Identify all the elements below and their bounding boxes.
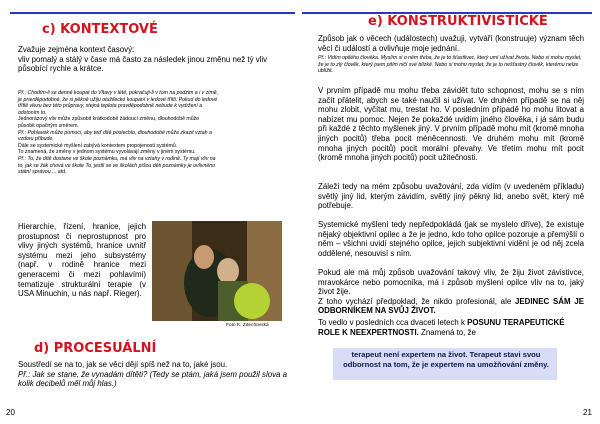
photo-caption: Foto K. Zdechovská	[226, 323, 269, 328]
photo	[152, 221, 282, 321]
heading-c: c) KONTEXTOVÉ	[42, 22, 158, 37]
note-line: státní správou ... atd.	[18, 169, 67, 176]
paragraph-5	[318, 318, 584, 337]
paragraph-3: Systemické myšlení tedy nepředpokládá (jak se myslelo dříve), že existuje nějaký objektivní opilec a že je jedno, kdo toho opilce pozoruje a přemýšlí o něm – všichni uvidí stejného opilce, jejich subjektivní vidění je od něj zcela oddělené, nesouvisí s ním.	[318, 220, 584, 258]
p5-text: To vedlo v posledních cca dvaceti letech k	[318, 318, 465, 327]
photo-illustration	[152, 221, 282, 321]
paragraph-4	[318, 268, 584, 316]
note-line: třítlě vlezu bez této průpravy, stejná teplota pravděpodobně nebude k vydržení a	[18, 103, 203, 110]
proc-line-1: Soustředí se na to, jak se věci dějí spíš než na to, jaké jsou.	[18, 360, 228, 369]
p5-text-c: Znamená to, že	[421, 327, 476, 337]
note-line: Př.: Chodím-li se denně koupat do Vltavy v létě, pokračuji-li v tom na podzim a i v zimě,	[18, 90, 219, 96]
note-line: Př.: To, že dítě dostane ve škole poznámku, má vliv na vztahy v rodině. Ty mají vliv na	[18, 155, 216, 162]
note-line: Př.: Pohlavek může pomoci, aby teď dítě poslechlo, dlouhodobě může zkazit vztah a	[18, 129, 212, 136]
heading-d: d) PROCESUÁLNÍ	[34, 341, 157, 356]
intro-line-1: Zvažuje zejména kontext časový:	[18, 45, 135, 54]
p5-emphasis: POSUNU TERAPEUTICKÉ ROLE K NEEXPERTNOSTI.	[318, 318, 565, 337]
intro-line-2: vliv pomalý a stálý v čase má často za následek jinou změnu než tý vliv působící rychle a krátce.	[18, 54, 268, 74]
note-line: Jednorázový vliv může způsobit krátkodobě žádoucí změnu, dlouhodobě může	[18, 116, 200, 123]
note-line: působit opačným směrem.	[18, 122, 79, 129]
paragraph-1: V prvním případě mu mohu třeba závidět tuto schopnost, mohu se s ním začít přátelit, abych se také naučil si užívat. Ve druhém případě se na něj mohu zlobit, vyčítat mu, trestat ho. V posledním případě ho mohu litovat a nabízet mu pomoc. Nejen že pokaždé uvidím jiného člověka, i já sám budu při každé z těchto myšlenek jiný. V prvním případě mohu mít (kromě mnoha jiných pocitů) třeba pocit méněcennosti. Ve druhém mohu mít (kromě mnoha jiných pocitů) pocit morální převahy. Ve třetím mohu mít pocit (kromě mnoha jiných pocitů) pocit užitečnosti.	[318, 86, 584, 163]
paragraph-2: Záleží tedy na mém způsobu uvažování, zda vidím (v uvedeném příkladu) světlý jiný lid, kterým závidím, světlý jiný pěkný lid, anebo svět, který mě potřebuje.	[318, 182, 584, 211]
proc-line-2: Př.: Jak se stane, že vynadám dítěti? (Tedy se ptám, jaká jsem použil slova a kolik decibelů měl můj hlas.)	[18, 369, 287, 389]
p4-text-b: Z toho vychází předpoklad, že nikdo profesionál, ale	[318, 296, 512, 306]
context-notes	[18, 90, 290, 176]
heading-e: e) KONSTRUKTIVISTICKÉ	[368, 14, 548, 29]
hierarchy-paragraph: Hierarchie, řízení, hranice, jejich prostupnost či neprostupnost pro vlivy jiných systémů, hranice uvnitř systému mezi jeho subsystémy (např. v rodině hranice mezi generacemi či mezi pohlavími) tematizuje strukturální terapie (v USA Minuchin, u nás např. Rieger).	[18, 222, 146, 299]
note-line: To znamená, že změny v jednom systému vyvolávají změny v jiném systému.	[18, 149, 196, 156]
note-line: vzdoru přibude.	[18, 136, 54, 143]
page-number: 20	[6, 408, 15, 417]
note-line: odstoním to.	[18, 109, 47, 116]
top-rule	[10, 12, 295, 14]
context-intro	[18, 45, 288, 74]
page-number: 21	[583, 408, 592, 417]
p4-text: Pokud ale má můj způsob uvažování takový vliv, že žiju život závistivce, mravokárce nebo pomocníka, má i způsob myšlení opilce vliv na to, jaký život žije.	[318, 268, 584, 297]
highlight-text: terapeut není expertem na život. Terapeut stavi svou odbornost na tom, že je expertem na umožňování změny.	[343, 350, 549, 369]
note-line: je pravděpodobné, že si pěkně užiju otužilecké koupání v ledové třítli. Pokud do ledové	[18, 96, 218, 103]
p4-emphasis: JEDINEC SÁM JE ODBORNÍKEM NA SVŮJ ŽIVOT.	[318, 296, 584, 316]
construct-intro: Způsob jak o věcech (událostech) uvažuji, vytváří (konstruuje) význam těch věcí či událostí a ovlivňuje moje jednání.	[318, 34, 584, 53]
construct-example: Př.: Vidím opilého člověka. Myslím si o něm třeba, že je to šťastlivec, který umí užívat života. Nebo si mohu myslet, že je to zlý člověk, který jsem pitím ničí své blízké. Nebo si mohu myslet, že je to nešťastný člověk, kterému nelze ublížit.	[318, 55, 582, 75]
procedural-text	[18, 360, 290, 389]
note-line: to, jak se žák chová ve škole To, jestli se ve školách píšou děti poznámky je ovlivněno	[18, 162, 216, 169]
note-line: Dále se systemické myšlení zabývá kontextem propojenosti systémů.	[18, 142, 178, 149]
